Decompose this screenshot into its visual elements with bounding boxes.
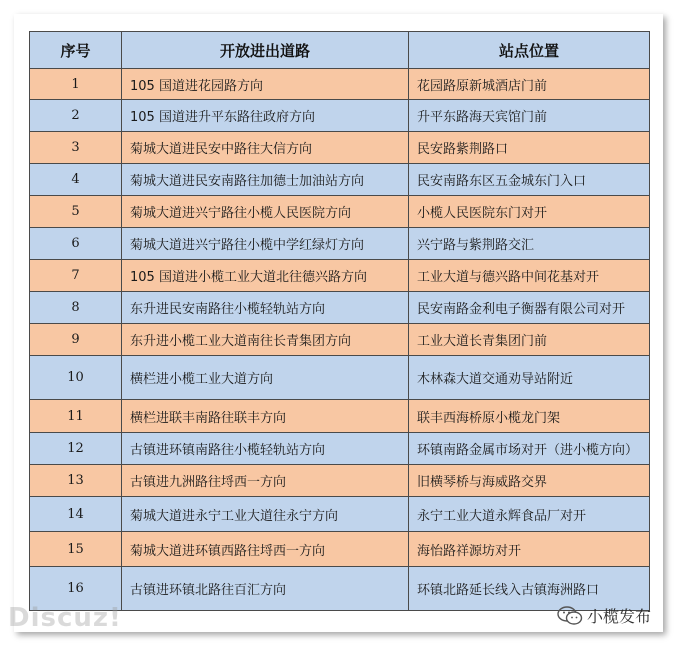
row-road: 古镇进九洲路往埒西一方向 [122, 465, 409, 497]
table-row [30, 164, 650, 196]
row-number: 9 [30, 324, 122, 356]
header-road: 开放进出道路 [122, 32, 409, 69]
row-number: 16 [30, 567, 122, 611]
table-row [30, 196, 650, 228]
row-road: 古镇进环镇北路往百汇方向 [122, 567, 409, 611]
row-site: 花园路原新城酒店门前 [409, 69, 650, 100]
row-number: 1 [30, 69, 122, 100]
row-road: 菊城大道进兴宁路往小榄人民医院方向 [122, 196, 409, 228]
row-site: 永宁工业大道永辉食品厂对开 [409, 497, 650, 532]
row-site: 旧横琴桥与海威路交界 [409, 465, 650, 497]
table-row [30, 465, 650, 497]
row-site: 兴宁路与紫荆路交汇 [409, 228, 650, 260]
table-row [30, 292, 650, 324]
row-site: 木林森大道交通劝导站附近 [409, 356, 650, 400]
publisher-name: 小榄发布 [587, 607, 652, 626]
row-site: 民安南路金利电子衡器有限公司对开 [409, 292, 650, 324]
row-site: 环镇北路延长线入古镇海洲路口 [409, 567, 650, 611]
row-number: 12 [30, 433, 122, 465]
row-number: 11 [30, 400, 122, 433]
publisher-watermark [557, 604, 651, 627]
row-road: 横栏进联丰南路往联丰方向 [122, 400, 409, 433]
row-number: 2 [30, 100, 122, 132]
table-row [30, 100, 650, 132]
header-number: 序号 [30, 32, 122, 69]
table-row [30, 132, 650, 164]
table-row [30, 433, 650, 465]
wechat-icon [557, 606, 583, 626]
row-site: 联丰西海桥原小榄龙门架 [409, 400, 650, 433]
road-table [29, 31, 650, 611]
table-row [30, 324, 650, 356]
table-row [30, 497, 650, 532]
table-body [30, 69, 650, 611]
table-row [30, 356, 650, 400]
row-road: 105 国道进小榄工业大道北往德兴路方向 [122, 260, 409, 292]
row-number: 15 [30, 532, 122, 567]
table-row [30, 532, 650, 567]
row-road: 古镇进环镇南路往小榄轻轨站方向 [122, 433, 409, 465]
discuz-watermark: Discuz! [8, 603, 122, 633]
row-road: 菊城大道进永宁工业大道往永宁方向 [122, 497, 409, 532]
row-site: 工业大道与德兴路中间花基对开 [409, 260, 650, 292]
table-row [30, 260, 650, 292]
header-site: 站点位置 [409, 32, 650, 69]
row-number: 8 [30, 292, 122, 324]
row-road: 105 国道进花园路方向 [122, 69, 409, 100]
table-row [30, 228, 650, 260]
row-number: 4 [30, 164, 122, 196]
row-site: 环镇南路金属市场对开（进小榄方向） [409, 433, 650, 465]
row-road: 横栏进小榄工业大道方向 [122, 356, 409, 400]
row-number: 10 [30, 356, 122, 400]
row-road: 东升进民安南路往小榄轻轨站方向 [122, 292, 409, 324]
row-number: 13 [30, 465, 122, 497]
row-road: 菊城大道进环镇西路往埒西一方向 [122, 532, 409, 567]
row-site: 升平东路海天宾馆门前 [409, 100, 650, 132]
row-number: 5 [30, 196, 122, 228]
row-road: 菊城大道进兴宁路往小榄中学红绿灯方向 [122, 228, 409, 260]
row-site: 工业大道长青集团门前 [409, 324, 650, 356]
row-number: 6 [30, 228, 122, 260]
row-number: 14 [30, 497, 122, 532]
document-sheet [14, 14, 663, 632]
row-road: 105 国道进升平东路往政府方向 [122, 100, 409, 132]
table-header-row [30, 32, 650, 69]
row-number: 3 [30, 132, 122, 164]
row-site: 民安路紫荆路口 [409, 132, 650, 164]
row-site: 民安南路东区五金城东门入口 [409, 164, 650, 196]
row-site: 小榄人民医院东门对开 [409, 196, 650, 228]
row-road: 东升进小榄工业大道南往长青集团方向 [122, 324, 409, 356]
table-row [30, 400, 650, 433]
row-site: 海怡路祥源坊对开 [409, 532, 650, 567]
row-number: 7 [30, 260, 122, 292]
table-row [30, 69, 650, 100]
row-road: 菊城大道进民安中路往大信方向 [122, 132, 409, 164]
row-road: 菊城大道进民安南路往加德士加油站方向 [122, 164, 409, 196]
